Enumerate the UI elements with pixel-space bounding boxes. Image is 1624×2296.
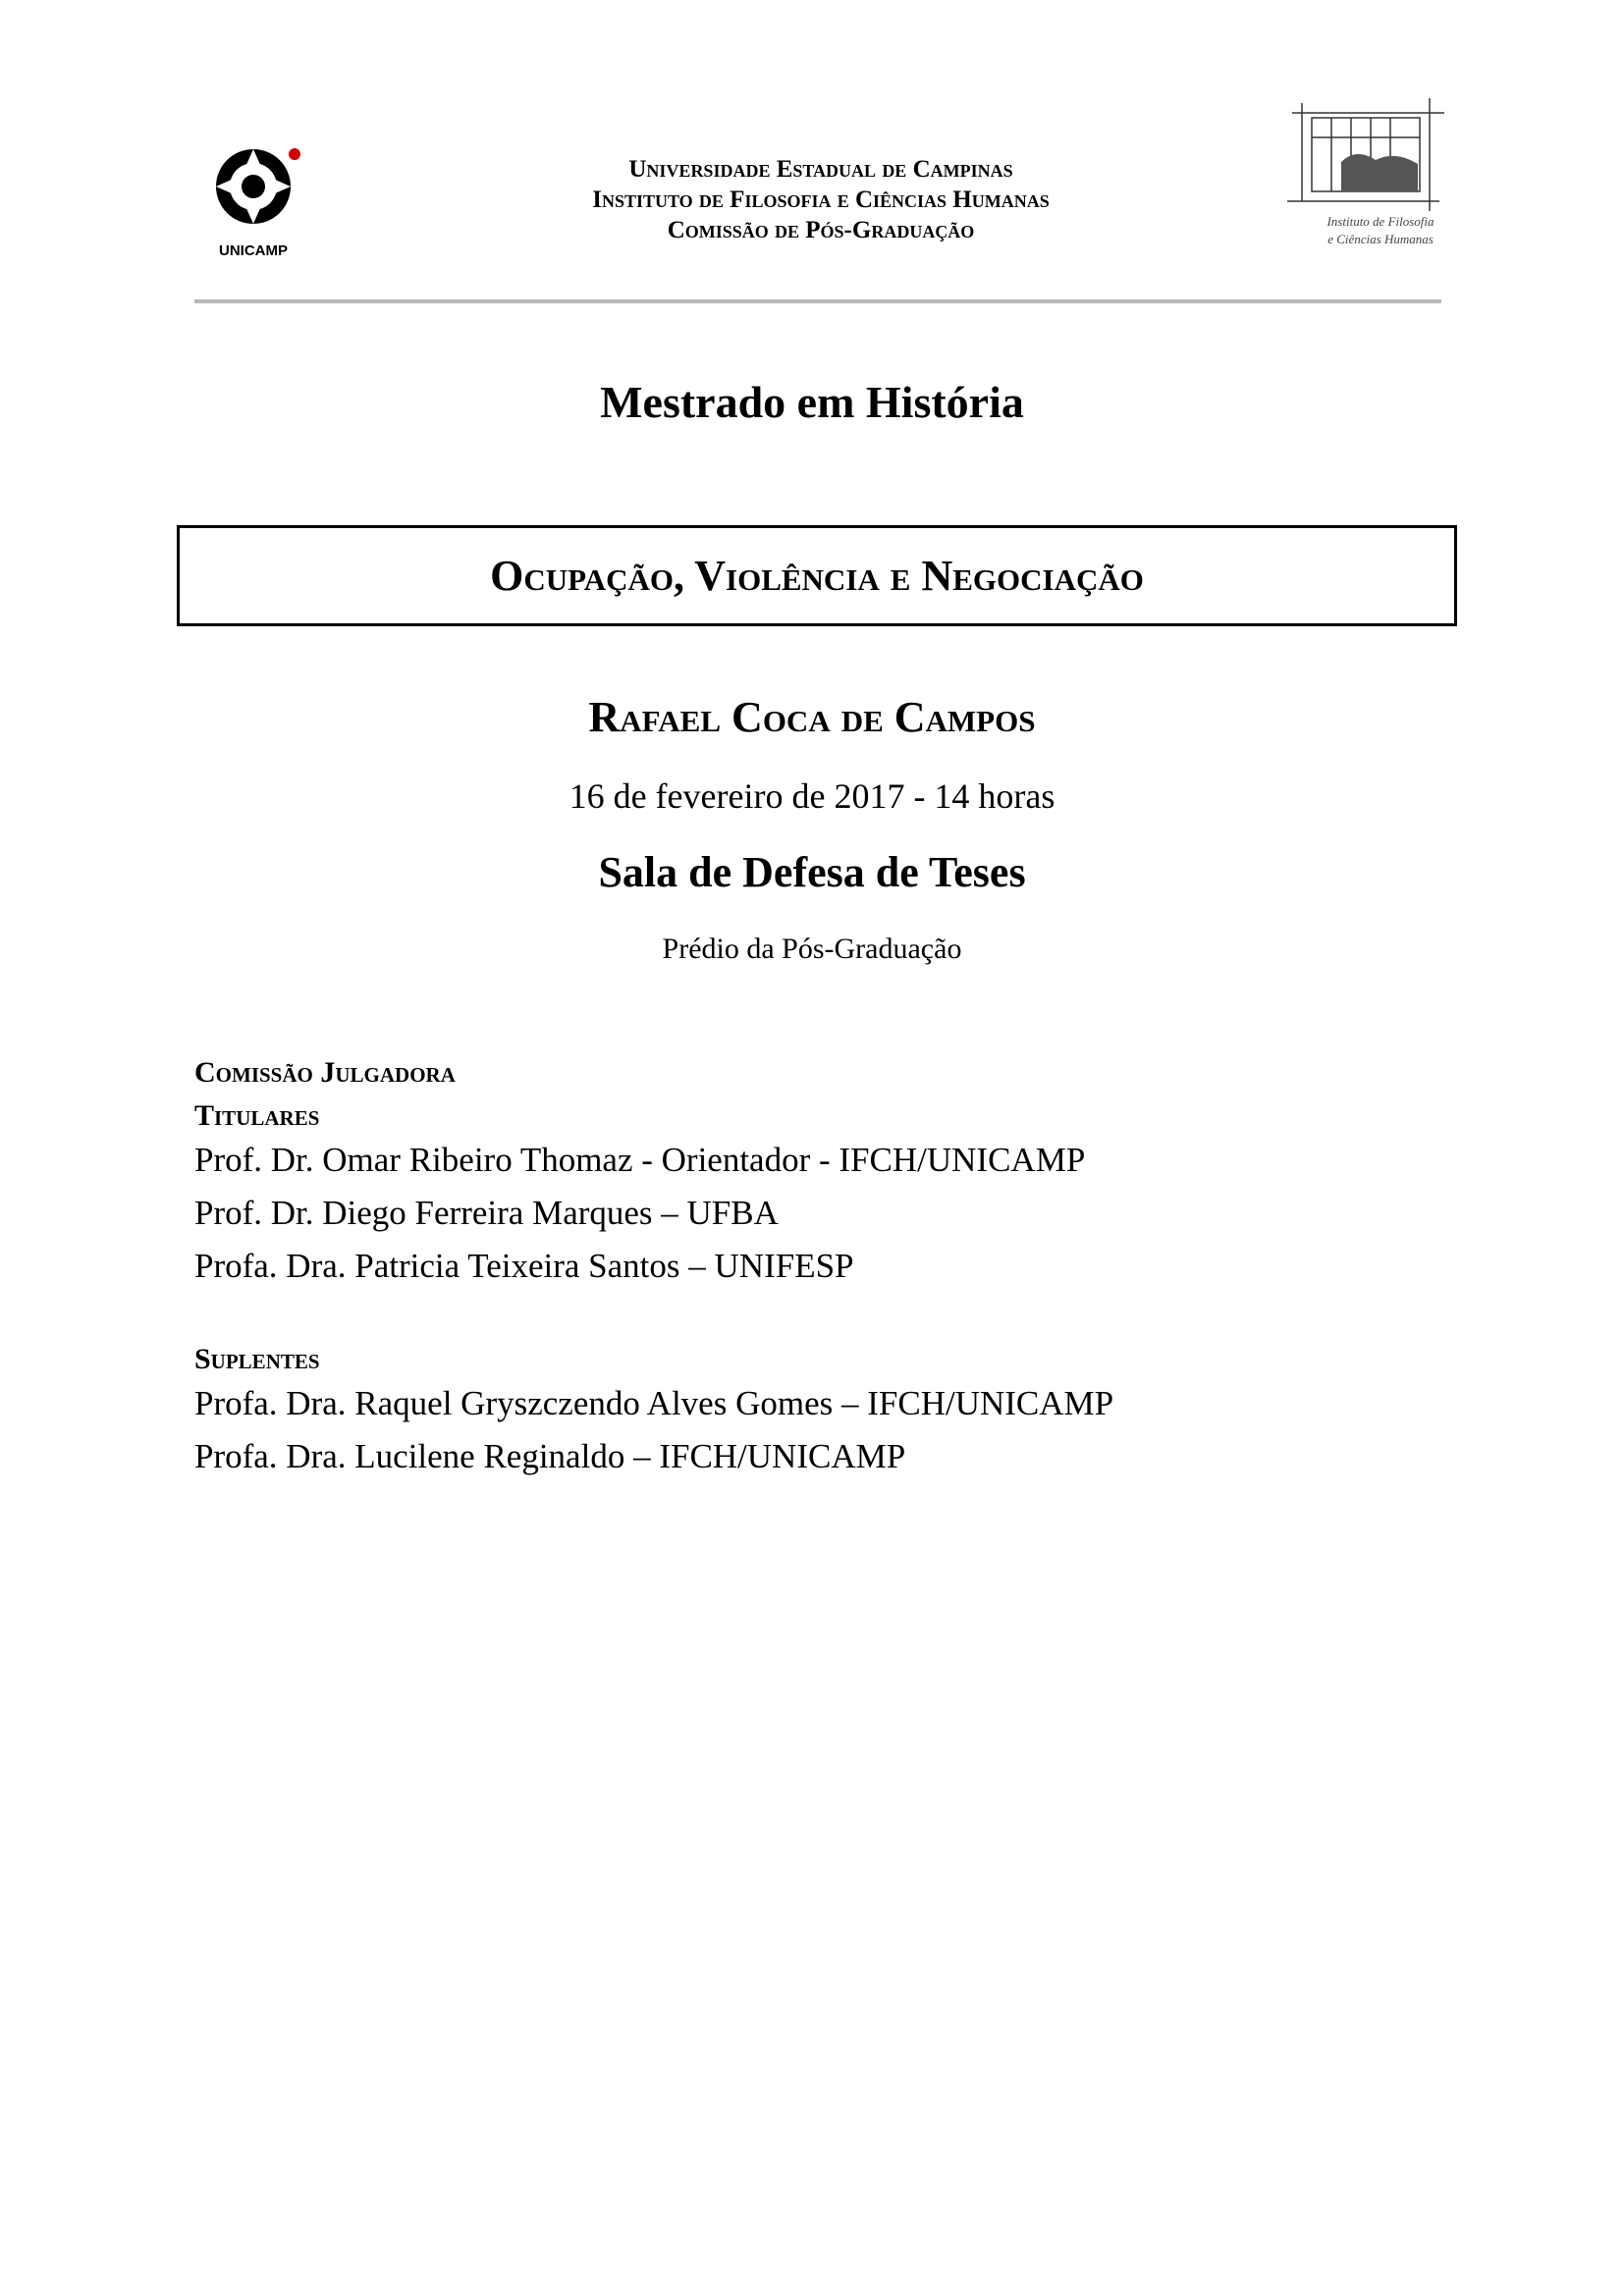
unicamp-logo-text: UNICAMP xyxy=(219,242,288,259)
institute-name: Instituto de Filosofia e Ciências Humanas xyxy=(592,187,1050,213)
committee-member: Profa. Dra. Raquel Gryszczendo Alves Gomes – IFCH/UNICAMP xyxy=(194,1384,1114,1422)
committee-member: Prof. Dr. Omar Ribeiro Thomaz - Orientador - IFCH/UNICAMP xyxy=(194,1141,1086,1179)
document-header xyxy=(192,93,1449,299)
committee-member: Profa. Dra. Lucilene Reginaldo – IFCH/UNICAMP xyxy=(194,1437,906,1475)
thesis-title: Ocupação, Violência e Negociação xyxy=(490,552,1144,600)
ifch-logo xyxy=(1282,93,1449,260)
committee-member: Prof. Dr. Diego Ferreira Marques – UFBA xyxy=(194,1194,779,1232)
titulares-heading: Titulares xyxy=(194,1099,320,1132)
header-divider xyxy=(194,299,1441,303)
defense-date-time: 16 de fevereiro de 2017 - 14 horas xyxy=(568,776,1056,816)
institution-lines xyxy=(192,154,1449,245)
defense-room: Sala de Defesa de Teses xyxy=(598,848,1026,896)
commission-name: Comissão de Pós-Graduação xyxy=(667,217,975,243)
ifch-logo-text-line1: Instituto de Filosofia xyxy=(1326,214,1435,229)
thesis-title-box xyxy=(177,525,1457,626)
defense-building: Prédio da Pós-Graduação xyxy=(662,933,962,965)
program-title: Mestrado em História xyxy=(600,377,1024,427)
suplentes-heading: Suplentes xyxy=(194,1343,320,1375)
author-name: Rafael Coca de Campos xyxy=(588,693,1036,741)
committee-section xyxy=(194,1055,1471,1483)
university-name: Universidade Estadual de Campinas xyxy=(628,156,1013,183)
committee-member: Profa. Dra. Patricia Teixeira Santos – UNIFESP xyxy=(194,1247,854,1285)
ifch-logo-text-line2: e Ciências Humanas xyxy=(1327,232,1434,246)
committee-heading: Comissão Julgadora xyxy=(194,1056,456,1089)
